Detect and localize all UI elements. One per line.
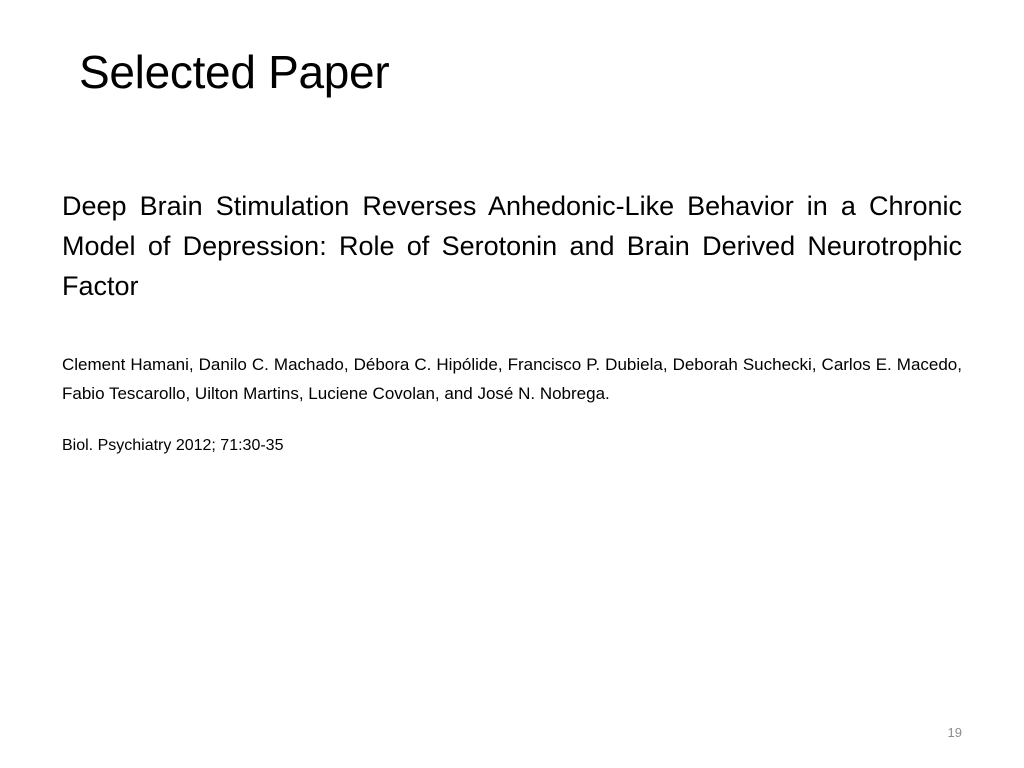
slide-title: Selected Paper (79, 46, 390, 98)
paper-citation: Biol. Psychiatry 2012; 71:30-35 (62, 437, 284, 454)
paper-title: Deep Brain Stimulation Reverses Anhedonic-Like Behavior in a Chronic Model of Depression: Role of Serotonin and Brain Derived Neurotrophic Factor (62, 191, 962, 301)
paper-details (62, 186, 962, 456)
slide-number: 19 (947, 725, 962, 740)
paper-authors: Clement Hamani, Danilo C. Machado, Débora C. Hipólide, Francisco P. Dubiela, Deborah Suchecki, Carlos E. Macedo, Fabio Tescarollo, Uilton Martins, Luciene Covolan, and José N. Nobrega. (62, 355, 962, 403)
